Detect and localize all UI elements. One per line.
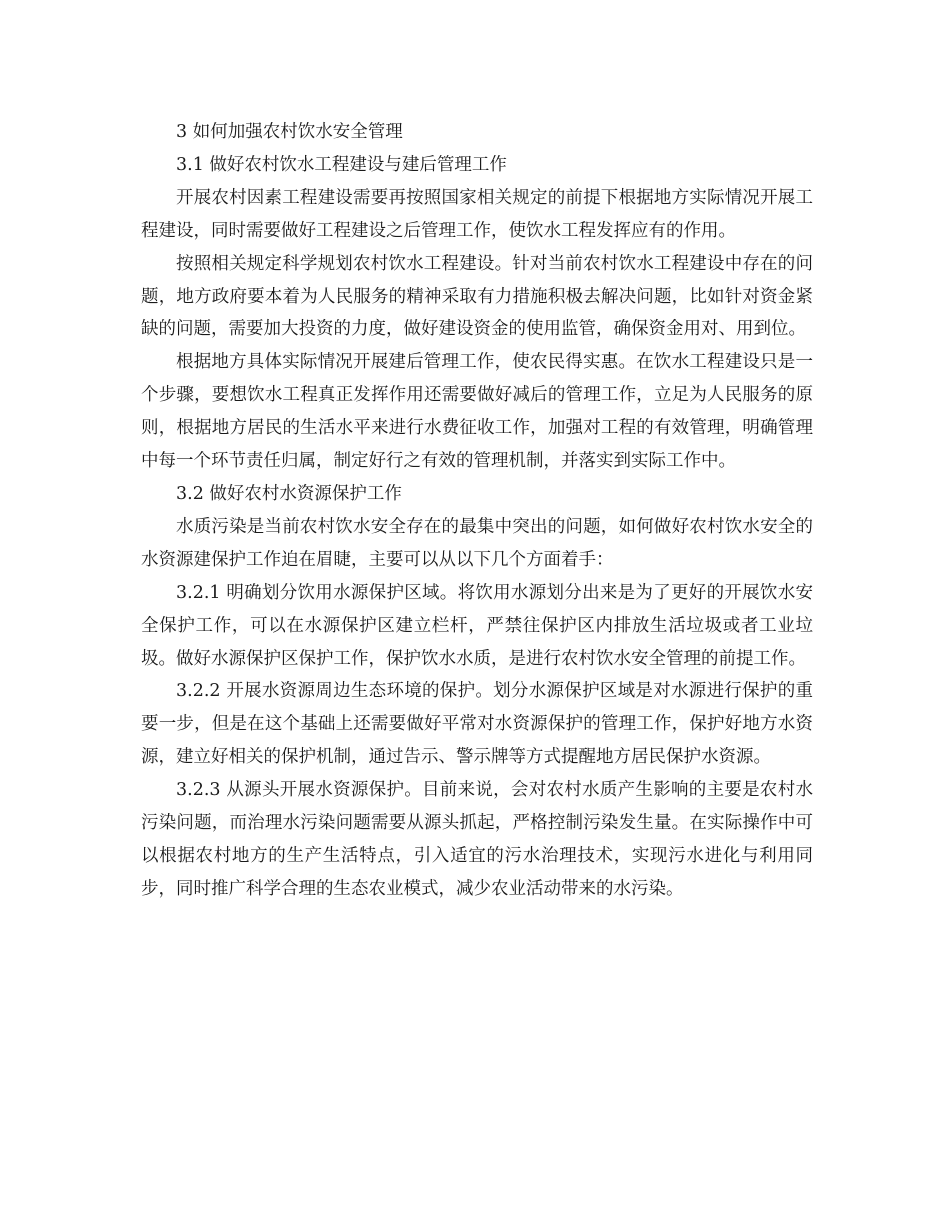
paragraph: 3.2.2 开展水资源周边生态环境的保护。划分水源保护区域是对水源进行保护的重要一步，但是在这个基础上还需要做好平常对水资源保护的管理工作，保护好地方水资源，建立好相关的保护机制，通过告示、警示牌等方式提醒地方居民保护水资源。 (141, 681, 813, 768)
paragraph: 开展农村因素工程建设需要再按照国家相关规定的前提下根据地方实际情况开展工程建设，同时需要做好工程建设之后管理工作，使饮水工程发挥应有的作用。 (141, 187, 813, 241)
subsection-heading: 3.1 做好农村饮水工程建设与建后管理工作 (176, 154, 507, 175)
paragraph: 3.2.1 明确划分饮用水源保护区域。将饮用水源划分出来是为了更好的开展饮水安全保护工作，可以在水源保护区建立栏杆，严禁往保护区内排放生活垃圾或者工业垃圾。做好水源保护区保护工作，保护饮水水质，是进行农村饮水安全管理的前提工作。 (141, 582, 813, 669)
paragraph: 水质污染是当前农村饮水安全存在的最集中突出的问题，如何做好农村饮水安全的水资源建保护工作迫在眉睫，主要可以从以下几个方面着手： (141, 516, 813, 570)
paragraph: 根据地方具体实际情况开展建后管理工作，使农民得实惠。在饮水工程建设只是一个步骤，要想饮水工程真正发挥作用还需要做好减后的管理工作，立足为人民服务的原则，根据地方居民的生活水平来进行水费征收工作，加强对工程的有效管理，明确管理中每一个环节责任归属，制定好行之有效的管理机制，并落实到实际工作中。 (141, 352, 813, 472)
paragraph: 按照相关规定科学规划农村饮水工程建设。针对当前农村饮水工程建设中存在的问题，地方政府要本着为人民服务的精神采取有力措施积极去解决问题，比如针对资金紧缺的问题，需要加大投资的力度，做好建设资金的使用监管，确保资金用对、用到位。 (141, 253, 813, 340)
subsection-heading: 3.2 做好农村水资源保护工作 (176, 483, 402, 504)
paragraph: 3.2.3 从源头开展水资源保护。目前来说，会对农村水质产生影响的主要是农村水污染问题，而治理水污染问题需要从源头抓起，严格控制污染发生量。在实际操作中可以根据农村地方的生产生活特点，引入适宜的污水治理技术，实现污水进化与利用同步，同时推广科学合理的生态农业模式，减少农业活动带来的水污染。 (141, 780, 813, 899)
section-heading: 3 如何加强农村饮水安全管理 (176, 122, 403, 142)
document-page (141, 116, 813, 906)
